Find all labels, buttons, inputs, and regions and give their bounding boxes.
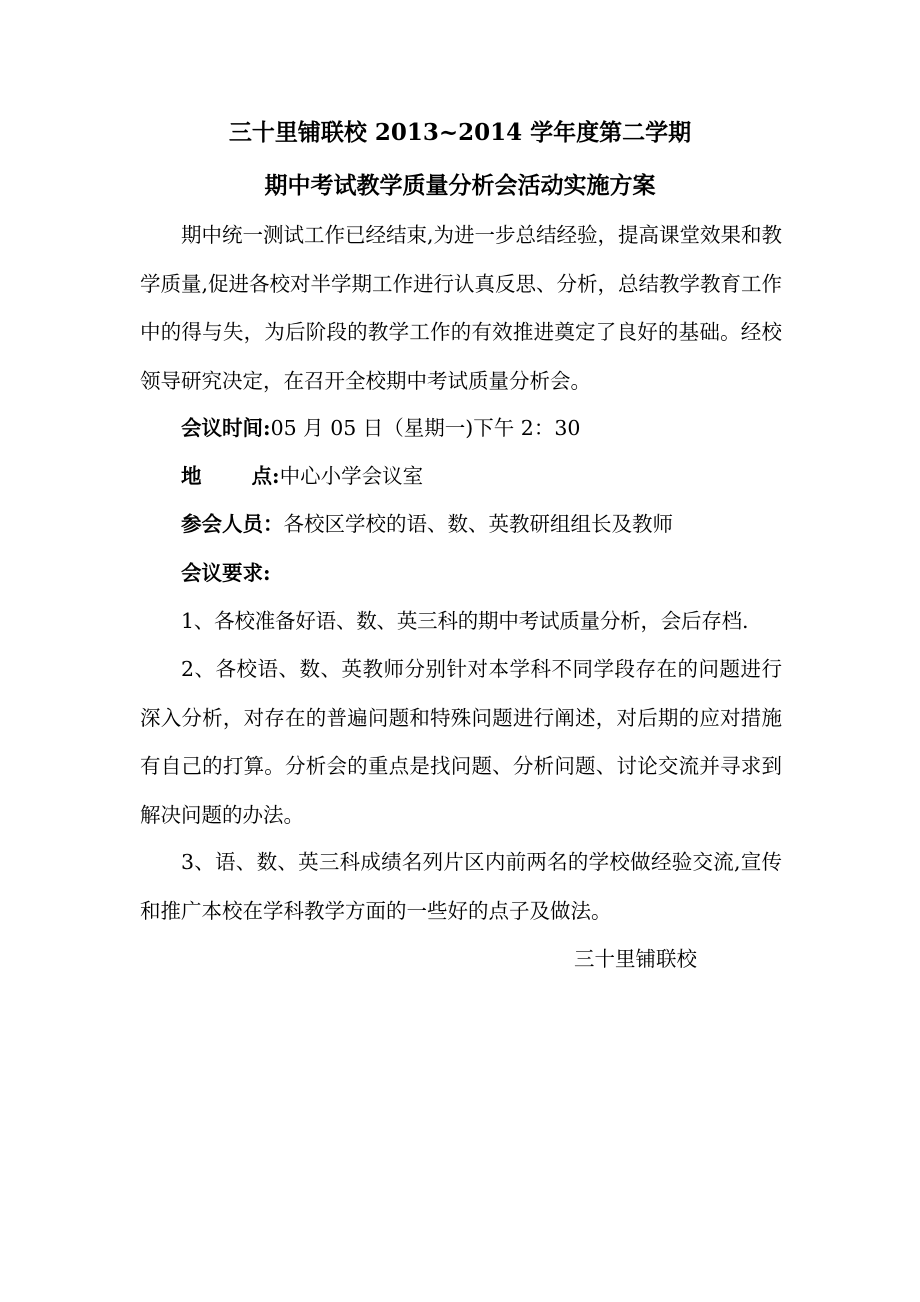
meeting-place-label-left: 地 [181, 464, 202, 488]
requirement-item-3: 3、语、数、英三科成绩名列片区内前两名的学校做经验交流,宣传和推广本校在学科教学方面的一些好的点子及做法。 [140, 850, 782, 923]
document-title-line-2: 期中考试教学质量分析会活动实施方案 [264, 172, 656, 199]
meeting-place-value: 中心小学会议室 [279, 464, 424, 488]
attendees-value: 各校区学校的语、数、英教研组组长及教师 [283, 512, 673, 536]
requirement-item-2: 2、各校语、数、英教师分别针对本学科不同学段存在的问题进行深入分析，对存在的普遍问题和特殊问题进行阐述，对后期的应对措施有自己的打算。分析会的重点是找问题、分析问题、讨论交流并寻求到解决问题的办法。 [140, 657, 782, 827]
requirements-label: 会议要求: [181, 561, 271, 585]
document-title-line-1: 三十里铺联校 2013~2014 学年度第二学期 [228, 119, 692, 146]
meeting-time-value: 05 月 05 日（星期一)下午 2：30 [270, 416, 581, 440]
attendees-label: 参会人员： [181, 512, 284, 536]
requirement-item-1: 1、各校准备好语、数、英三科的期中考试质量分析，会后存档. [181, 609, 749, 633]
intro-paragraph: 期中统一测试工作已经结束,为进一步总结经验，提高课堂效果和教学质量,促进各校对半学期工作进行认真反思、分析，总结教学教育工作中的得与失，为后阶段的教学工作的有效推进奠定了良好的基础。经校领导研究决定，在召开全校期中考试质量分析会。 [140, 223, 783, 393]
meeting-place-label-right: 点: [251, 464, 280, 488]
meeting-time-line [181, 404, 781, 453]
attendees-line [181, 500, 781, 549]
meeting-time-label: 会议时间: [181, 416, 271, 440]
meeting-place-line [181, 452, 781, 501]
requirements-heading [181, 549, 781, 598]
signature: 三十里铺联校 [574, 947, 697, 971]
